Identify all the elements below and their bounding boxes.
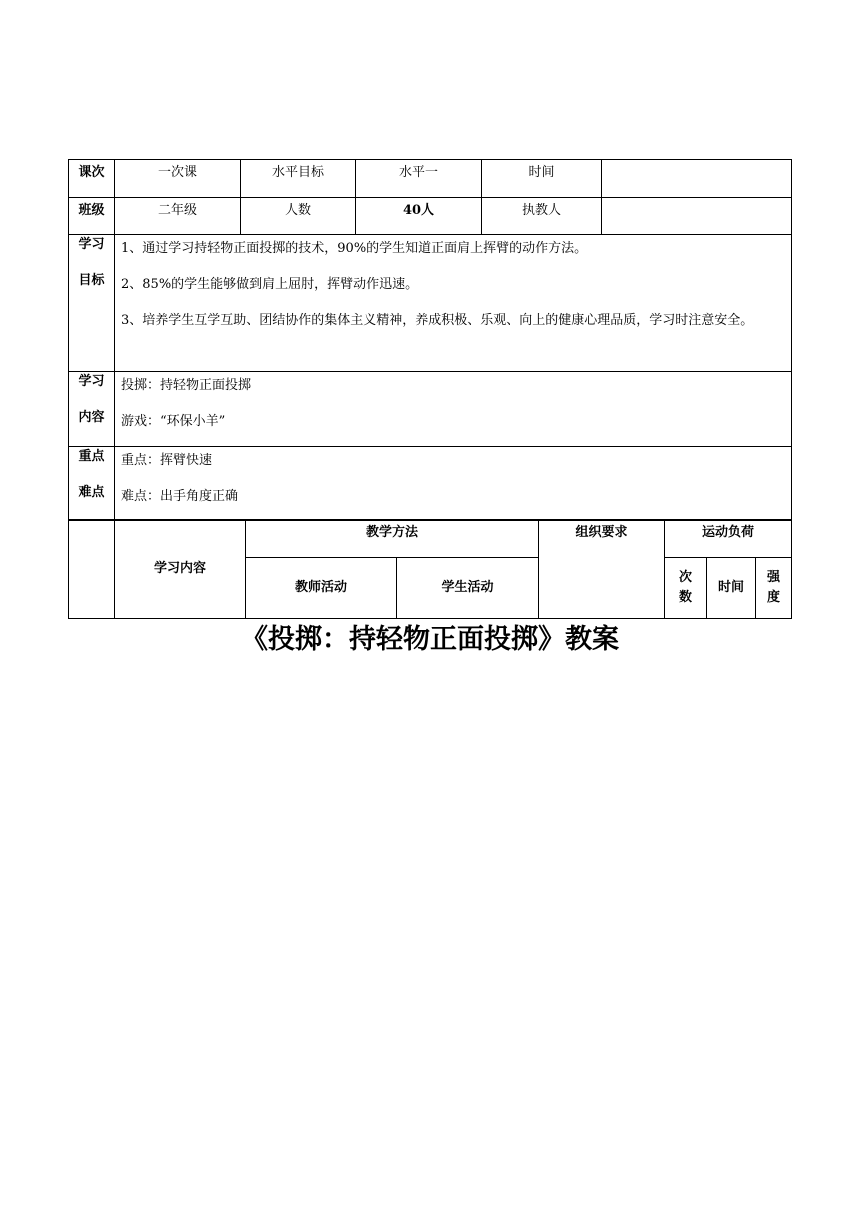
content-item: 投掷：持轻物正面投掷 <box>121 378 252 393</box>
goal-item: 1、通过学习持轻物正面投掷的技术，90%的学生知道正面肩上挥臂的动作方法。 <box>121 241 588 256</box>
goals-content <box>115 235 792 372</box>
student-activity-header: 学生活动 <box>397 558 539 619</box>
plan-header-row-1 <box>69 520 792 558</box>
exercise-load-header: 运动负荷 <box>665 520 792 558</box>
key-points-label: 重点 难点 <box>69 447 115 521</box>
lesson-info-table <box>68 159 792 521</box>
content-item: 游戏：“环保小羊” <box>121 414 226 429</box>
teacher-activity-header: 教师活动 <box>246 558 397 619</box>
lesson-plan-table <box>68 519 792 619</box>
class-label: 班级 <box>69 198 115 235</box>
headcount-value: 40人 <box>356 198 482 235</box>
teaching-method-header: 教学方法 <box>246 520 539 558</box>
content-items <box>115 372 792 447</box>
organization-header: 组织要求 <box>539 520 665 619</box>
goal-item: 2、85%的学生能够做到肩上屈肘，挥臂动作迅速。 <box>121 277 419 292</box>
blank-cell <box>69 520 115 619</box>
level-goal-value: 水平一 <box>356 160 482 198</box>
headcount-label: 人数 <box>241 198 356 235</box>
class-value: 二年级 <box>115 198 241 235</box>
info-row-2 <box>69 198 792 235</box>
intensity-header: 强 度 <box>756 558 792 619</box>
lesson-number-value: 一次课 <box>115 160 241 198</box>
count-header: 次 数 <box>665 558 707 619</box>
key-points-row <box>69 447 792 521</box>
time-header: 时间 <box>707 558 756 619</box>
key-points-items <box>115 447 792 521</box>
goal-item: 3、培养学生互学互助、团结协作的集体主义精神，养成积极、乐观、向上的健康心理品质，学习时注意安全。 <box>121 313 754 328</box>
goals-row <box>69 235 792 372</box>
teacher-value <box>602 198 792 235</box>
key-point-item: 难点：出手角度正确 <box>121 489 239 504</box>
info-row-1 <box>69 160 792 198</box>
content-row <box>69 372 792 447</box>
level-goal-label: 水平目标 <box>241 160 356 198</box>
time-label: 时间 <box>482 160 602 198</box>
teacher-label: 执教人 <box>482 198 602 235</box>
content-label: 学习 内容 <box>69 372 115 447</box>
lesson-number-label: 课次 <box>69 160 115 198</box>
time-value <box>602 160 792 198</box>
goals-label: 学习 目标 <box>69 235 115 372</box>
key-point-item: 重点：挥臂快速 <box>121 453 213 468</box>
document-title: 《投掷：持轻物正面投掷》教案 <box>241 624 619 655</box>
learning-content-header: 学习内容 <box>115 520 246 619</box>
